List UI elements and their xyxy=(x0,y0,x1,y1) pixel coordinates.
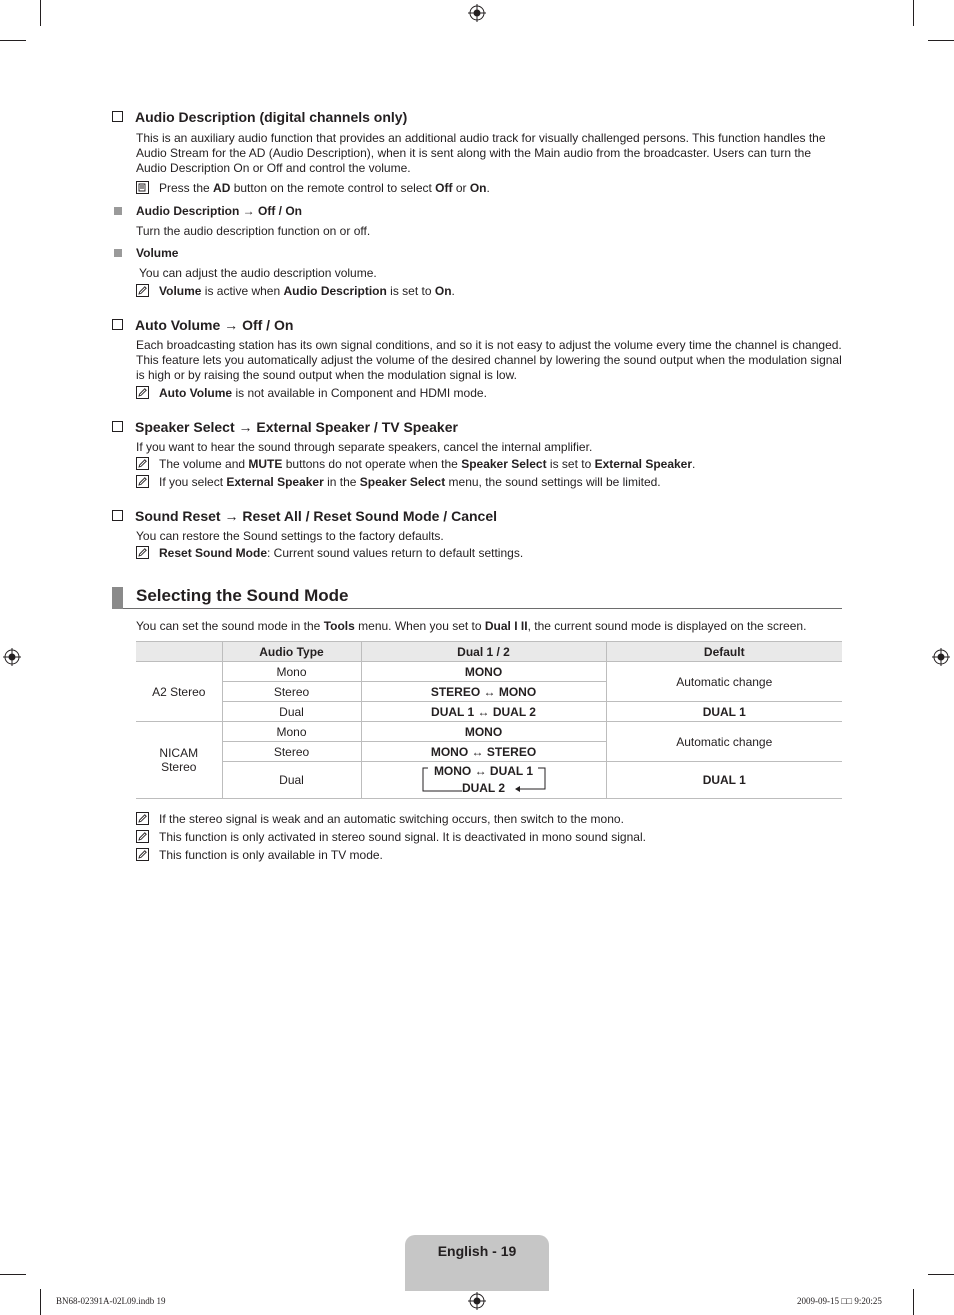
table-header: Default xyxy=(606,642,842,662)
section-heading: Speaker Select → External Speaker / TV Speaker xyxy=(112,419,458,435)
table-cell: MONO xyxy=(361,662,606,682)
registration-mark-icon xyxy=(3,648,21,666)
note-pencil-icon xyxy=(136,848,149,861)
table-cell: Mono xyxy=(222,662,361,682)
crop-mark xyxy=(40,1289,41,1315)
checkbox-bullet-icon xyxy=(112,421,123,432)
registration-mark-icon xyxy=(468,4,486,22)
note-pencil-icon xyxy=(136,475,149,488)
note-pencil-icon xyxy=(136,457,149,470)
table-cell: DUAL 1 ↔ DUAL 2 xyxy=(361,702,606,722)
crop-mark xyxy=(0,1274,26,1275)
checkbox-bullet-icon xyxy=(112,111,123,122)
table-row xyxy=(136,662,842,682)
note-pencil-icon xyxy=(136,830,149,843)
table-cell: Stereo xyxy=(222,742,361,762)
section-body: Each broadcasting station has its own signal conditions, and so it is not easy to adjust the volume every time the channel is changed. This feature lets you automatically adjust the volume of the desired channel by lowering the sound output when the modulation signal is high or by raising the sound output when the modulation signal is low. xyxy=(136,338,842,382)
section-heading: Auto Volume → Off / On xyxy=(112,317,293,333)
table-cell: MONO xyxy=(361,722,606,742)
note: If you select External Speaker in the Speaker Select menu, the sound settings will be limited. xyxy=(136,475,661,490)
crop-mark xyxy=(913,0,914,26)
note-pencil-icon xyxy=(136,812,149,825)
section-body: You can restore the Sound settings to the factory defaults. xyxy=(136,529,444,543)
table-cell: Dual xyxy=(222,702,361,722)
note: This function is only activated in stereo sound signal. It is deactivated in mono sound signal. xyxy=(136,830,646,845)
section-body: This is an auxiliary audio function that provides an additional audio track for visually challenged persons. This function handles the Audio Stream for the AD (Audio Description), when it is sent along with the Main audio from the broadcaster. Users can turn the Audio Description On or Off and control the volume. xyxy=(136,131,826,175)
imprint-timestamp: 2009-09-15 □□ 9:20:25 xyxy=(797,1296,882,1306)
checkbox-bullet-icon xyxy=(112,319,123,330)
crop-mark xyxy=(40,0,41,26)
subitem-title: Volume xyxy=(136,246,179,260)
table-header: Audio Type xyxy=(222,642,361,662)
section-heading: Audio Description (digital channels only) xyxy=(112,109,407,125)
note: This function is only available in TV mode. xyxy=(136,848,383,863)
cycle-bracket-icon xyxy=(422,765,547,795)
table-cell: STEREO ↔ MONO xyxy=(361,682,606,702)
crop-mark xyxy=(913,1289,914,1315)
table-header: Dual 1 / 2 xyxy=(361,642,606,662)
subitem-body: Turn the audio description function on or off. xyxy=(136,224,371,238)
title-rule xyxy=(123,608,842,609)
imprint-file: BN68-02391A-02L09.indb 19 xyxy=(56,1296,166,1306)
crop-mark xyxy=(0,40,26,41)
subitem-title: Audio Description → Off / On xyxy=(136,204,302,218)
page-number: English - 19 xyxy=(437,1243,517,1259)
section-heading: Sound Reset → Reset All / Reset Sound Mode / Cancel xyxy=(112,508,497,524)
note: Auto Volume is not available in Component and HDMI mode. xyxy=(136,386,487,401)
table-cell-default: DUAL 1 xyxy=(606,702,842,722)
table-row xyxy=(136,722,842,742)
table-cell-cycle xyxy=(361,762,606,799)
table-header xyxy=(136,642,222,662)
registration-mark-icon xyxy=(932,648,950,666)
table-cell-default: DUAL 1 xyxy=(606,762,842,799)
cycle-line: MONO ↔ DUAL 1 xyxy=(433,764,534,778)
note-pencil-icon xyxy=(136,546,149,559)
note: The volume and MUTE buttons do not operate when the Speaker Select is set to External Speaker. xyxy=(136,457,695,472)
crop-mark xyxy=(928,40,954,41)
note-pencil-icon xyxy=(136,284,149,297)
group-label: NICAM xyxy=(159,746,199,760)
square-bullet-icon xyxy=(114,207,122,215)
square-bullet-icon xyxy=(114,249,122,257)
cycle-line: DUAL 2 xyxy=(461,781,506,795)
subitem-body: You can adjust the audio description volume. xyxy=(139,266,377,280)
sound-mode-intro: You can set the sound mode in the Tools menu. When you set to Dual I II, the current sound mode is displayed on the screen. xyxy=(136,619,807,633)
registration-mark-icon xyxy=(468,1292,486,1310)
table-cell-group: A2 Stereo xyxy=(136,662,222,722)
remote-button-icon xyxy=(136,181,149,194)
remote-note: Press the AD button on the remote control to select Off or On. xyxy=(136,181,490,196)
table-cell-group xyxy=(136,722,222,799)
group-label: Stereo xyxy=(161,760,197,774)
note: If the stereo signal is weak and an automatic switching occurs, then switch to the mono. xyxy=(136,812,624,827)
sound-mode-table xyxy=(136,641,842,799)
table-cell-default: Automatic change xyxy=(606,722,842,762)
table-cell: MONO ↔ STEREO xyxy=(361,742,606,762)
crop-mark xyxy=(928,1274,954,1275)
table-cell: Mono xyxy=(222,722,361,742)
table-row xyxy=(136,702,842,722)
table-row xyxy=(136,762,842,799)
table-header-row xyxy=(136,642,842,662)
table-cell: Dual xyxy=(222,762,361,799)
section-body: If you want to hear the sound through separate speakers, cancel the internal amplifier. xyxy=(136,440,593,454)
page-section-title: Selecting the Sound Mode xyxy=(136,586,349,605)
note-pencil-icon xyxy=(136,386,149,399)
note: Reset Sound Mode: Current sound values return to default settings. xyxy=(136,546,523,561)
table-cell: Stereo xyxy=(222,682,361,702)
checkbox-bullet-icon xyxy=(112,510,123,521)
section-title-bar-icon xyxy=(112,587,123,609)
table-cell-default: Automatic change xyxy=(606,662,842,702)
note: Volume is active when Audio Description is set to On. xyxy=(136,284,455,299)
